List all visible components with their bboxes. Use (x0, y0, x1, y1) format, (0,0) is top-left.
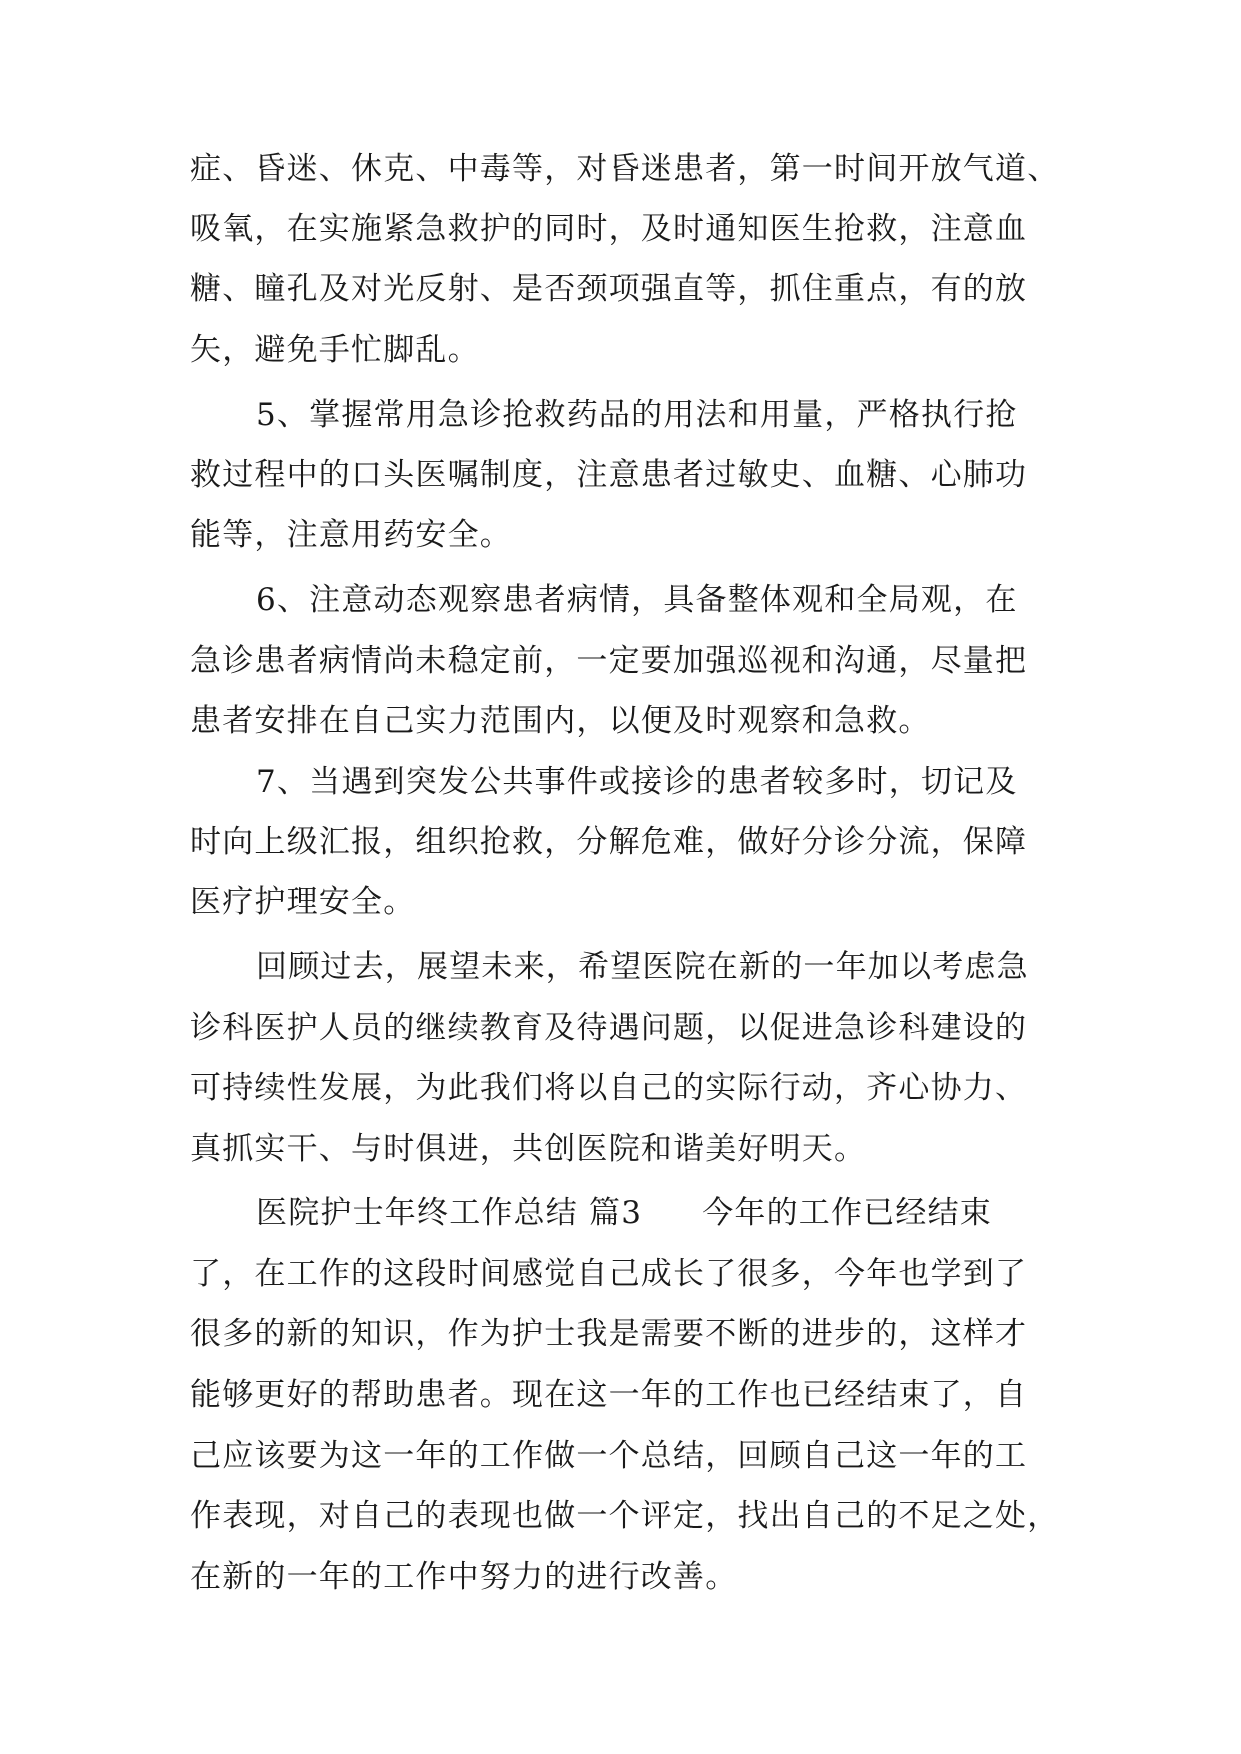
text-line: 6、注意动态观察患者病情，具备整体观和全局观，在 (256, 582, 1018, 618)
text-line: 救过程中的口头医嘱制度，注意患者过敏史、血糖、心肺功 (190, 457, 1028, 493)
text-line: 吸氧，在实施紧急救护的同时，及时通知医生抢救，注意血 (190, 211, 1028, 247)
text-line: 医疗护理安全。 (190, 884, 416, 920)
text-line: 可持续性发展，为此我们将以自己的实际行动，齐心协力、 (190, 1070, 1028, 1106)
text-line: 了，在工作的这段时间感觉自己成长了很多，今年也学到了 (190, 1256, 1028, 1292)
text-line: 能够更好的帮助患者。现在这一年的工作也已经结束了，自 (190, 1377, 1028, 1413)
text-line: 诊科医护人员的继续教育及待遇问题，以促进急诊科建设的 (190, 1010, 1028, 1046)
text-line: 糖、瞳孔及对光反射、是否颈项强直等，抓住重点，有的放 (190, 271, 1028, 307)
section-heading: 医院护士年终工作总结 篇3 (256, 1195, 643, 1231)
text-line: 回顾过去，展望未来，希望医院在新的一年加以考虑急 (256, 949, 1029, 985)
text-line: 作表现，对自己的表现也做一个评定，找出自己的不足之处， (190, 1498, 1060, 1534)
text-line: 己应该要为这一年的工作做一个总结，回顾自己这一年的工 (190, 1438, 1028, 1474)
text-line: 时向上级汇报，组织抢救，分解危难，做好分诊分流，保障 (190, 824, 1028, 860)
text-line: 真抓实干、与时俱进，共创医院和谐美好明天。 (190, 1131, 867, 1167)
text-line: 在新的一年的工作中努力的进行改善。 (190, 1559, 738, 1595)
section-heading-line (256, 1193, 992, 1233)
text-line: 7、当遇到突发公共事件或接诊的患者较多时，切记及 (256, 764, 1018, 800)
section-text: 今年的工作已经结束 (702, 1195, 992, 1231)
text-line: 很多的新的知识，作为护士我是需要不断的进步的，这样才 (190, 1316, 1028, 1352)
text-line: 患者安排在自己实力范围内，以便及时观察和急救。 (190, 703, 931, 739)
text-line: 5、掌握常用急诊抢救药品的用法和用量，严格执行抢 (256, 397, 1018, 433)
text-line: 能等，注意用药安全。 (190, 517, 512, 553)
text-line: 症、昏迷、休克、中毒等，对昏迷患者，第一时间开放气道、 (190, 151, 1060, 187)
text-line: 矢，避免手忙脚乱。 (190, 332, 480, 368)
text-line: 急诊患者病情尚未稳定前，一定要加强巡视和沟通，尽量把 (190, 643, 1028, 679)
